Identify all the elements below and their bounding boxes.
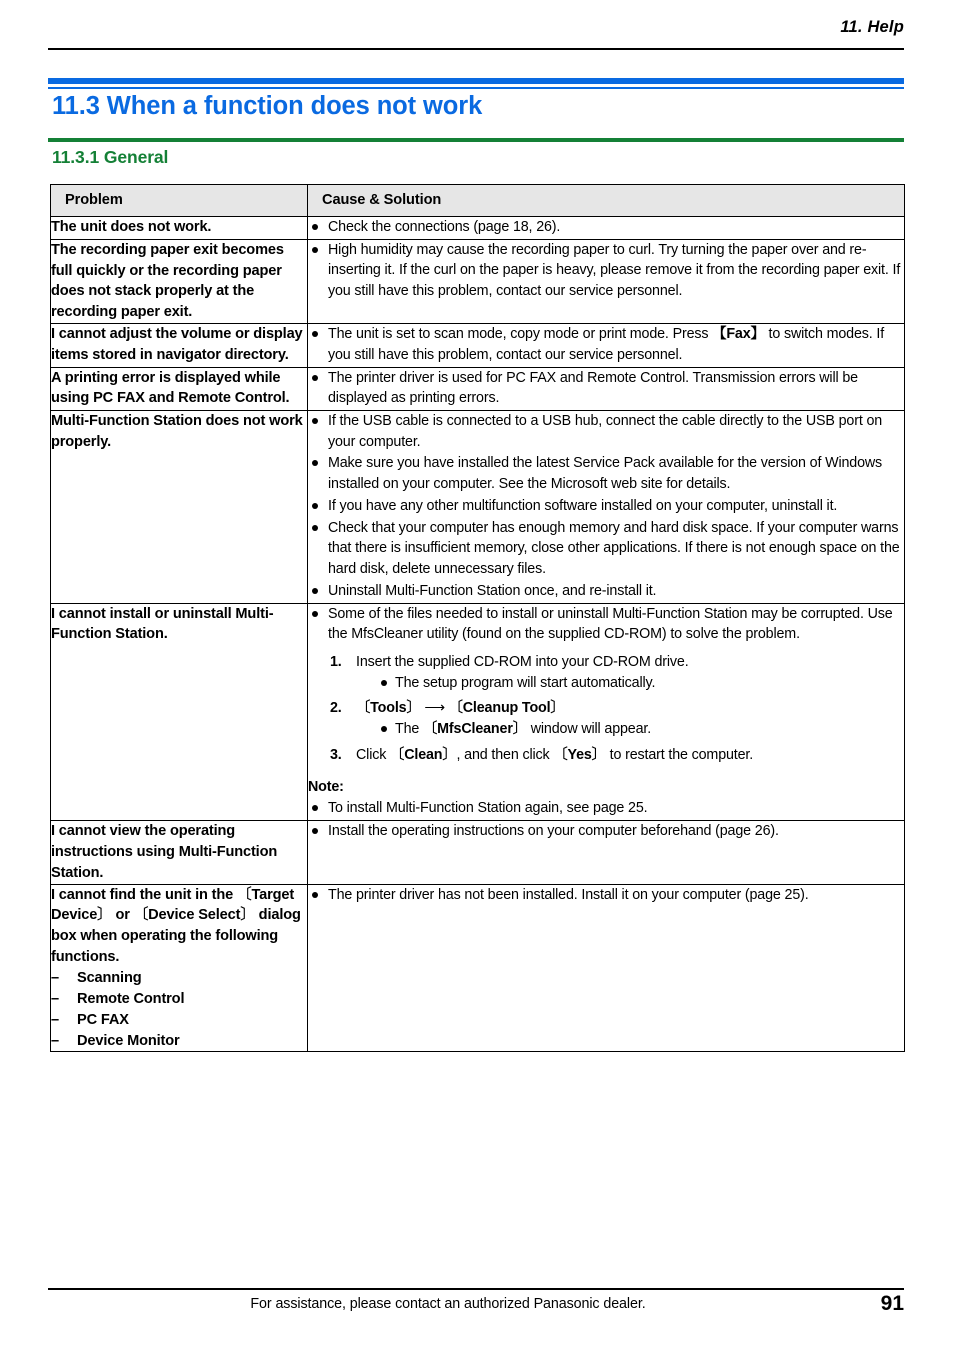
note-label: Note: [308, 778, 344, 795]
cause-bullet-list [308, 885, 904, 906]
button-label-clean: 〔Clean〕 [390, 746, 457, 763]
step-item [330, 745, 904, 766]
footer-assistance-text: For assistance, please contact an authorized Panasonic dealer. [250, 1296, 646, 1312]
function-list [51, 968, 307, 1051]
step-sub-list [356, 719, 904, 740]
cause-cell [308, 820, 905, 884]
page-title: 11.3 When a function does not work [52, 92, 483, 120]
table-row [51, 411, 905, 603]
problem-cell: I cannot install or uninstall Multi-Function Station. [51, 603, 308, 820]
step-item [330, 698, 904, 739]
cause-cell [308, 411, 905, 603]
text-part: to restart the computer. [605, 746, 754, 763]
problem-cell: I cannot adjust the volume or display items stored in navigator directory. [51, 324, 308, 367]
header-rule [48, 48, 904, 50]
step-number: 2. [330, 700, 342, 717]
list-item: High humidity may cause the recording paper to curl. Try turning the paper over and re-inserting it. If the curl on the paper is heavy, please remove it from the recording paper exit. If you still have this problem, contact our service personnel. [308, 240, 904, 302]
step-number: 3. [330, 746, 342, 763]
list-item: The printer driver is used for PC FAX and Remote Control. Transmission errors will be displayed as printing errors. [308, 368, 904, 409]
table-row [51, 884, 905, 1052]
menu-path-cleanup-tool: 〔Cleanup Tool〕 [448, 700, 565, 717]
problem-cell: A printing error is displayed while using PC FAX and Remote Control. [51, 367, 308, 410]
table-row [51, 603, 905, 820]
note-bullet-list [308, 798, 904, 819]
section-rule-thin [48, 87, 904, 89]
text-part: The [395, 721, 424, 738]
table-header-row [51, 185, 905, 217]
list-item: If the USB cable is connected to a USB hub, connect the cable directly to the USB port on your computer. [308, 411, 904, 452]
table-row [51, 324, 905, 367]
table-row [51, 820, 905, 884]
dialog-name-device-select: 〔Device Select〕 [133, 907, 255, 924]
cause-cell [308, 367, 905, 410]
column-header-cause: Cause & Solution [308, 185, 905, 217]
text-part: dialog box when operating the following functions. [51, 907, 301, 966]
list-item: If you have any other multifunction software installed on your computer, uninstall it. [308, 496, 904, 517]
problem-cell: Multi-Function Station does not work properly. [51, 411, 308, 603]
text-part: to switch modes. If you still have this problem, contact our service personnel. [328, 326, 885, 363]
menu-path-tools: 〔Tools〕 [356, 700, 421, 717]
troubleshooting-table [50, 184, 905, 1052]
list-item: – Remote Control [51, 989, 307, 1010]
subsection-title: 11.3.1 General [52, 147, 169, 167]
running-header-chapter: 11. Help [840, 18, 904, 36]
cause-bullet-list [308, 411, 904, 601]
step-sub-list [356, 673, 904, 694]
cause-bullet-list [308, 604, 904, 645]
problem-cell [51, 884, 308, 1052]
table-row [51, 239, 905, 323]
cause-bullet-list [308, 324, 904, 365]
step-number: 1. [330, 653, 342, 670]
cause-bullet-list [308, 240, 904, 302]
list-item: Check the connections (page 18, 26). [308, 217, 904, 238]
list-item: Uninstall Multi-Function Station once, and re-install it. [308, 581, 904, 602]
text-part: , and then click [456, 746, 554, 763]
cause-cell [308, 603, 905, 820]
text-part: The unit is set to scan mode, copy mode or print mode. Press [328, 326, 713, 343]
page-number: 91 [880, 1292, 904, 1315]
list-item: Install the operating instructions on your computer beforehand (page 26). [308, 821, 904, 842]
column-header-problem: Problem [51, 185, 308, 217]
list-item: To install Multi-Function Station again, see page 25. [308, 798, 904, 819]
list-item [378, 719, 904, 740]
table-row [51, 367, 905, 410]
list-item: Some of the files needed to install or uninstall Multi-Function Station may be corrupted. Use the MfsCleaner utility (found on the supplied CD-ROM) to solve the problem. [308, 604, 904, 645]
table-row [51, 217, 905, 240]
window-name-mfscleaner: 〔MfsCleaner〕 [423, 721, 527, 738]
arrow-icon: ⟶ [420, 700, 449, 717]
cause-bullet-list [308, 821, 904, 842]
list-item: The printer driver has not been installed. Install it on your computer (page 25). [308, 885, 904, 906]
list-item: – PC FAX [51, 1010, 307, 1031]
list-item: – Device Monitor [51, 1031, 307, 1052]
list-item: Check that your computer has enough memory and hard disk space. If your computer warns that there is insufficient memory, close other applications. If there is not enough space on the hard disk, delete unnecessary files. [308, 518, 904, 580]
problem-cell: The unit does not work. [51, 217, 308, 240]
cause-cell [308, 239, 905, 323]
cause-cell [308, 884, 905, 1052]
key-label-fax: 【Fax】 [712, 326, 765, 343]
problem-cell: I cannot view the operating instructions using Multi-Function Station. [51, 820, 308, 884]
dialog-name-target-device: 〔Target Device〕 [51, 886, 295, 924]
list-item: Make sure you have installed the latest Service Pack available for the version of Windows installed on your computer. See the Microsoft web site for details. [308, 453, 904, 494]
subsection-rule [48, 138, 904, 142]
section-rule-thick [48, 78, 904, 84]
cause-cell [308, 324, 905, 367]
list-item: – Scanning [51, 968, 307, 989]
text-part: Click [356, 746, 391, 763]
cause-bullet-list [308, 217, 904, 238]
text-part: or [111, 907, 134, 924]
cause-bullet-list [308, 368, 904, 409]
button-label-yes: 〔Yes〕 [553, 746, 606, 763]
cause-cell [308, 217, 905, 240]
footer-rule [48, 1288, 904, 1290]
procedure-steps [308, 652, 904, 766]
step-text: Insert the supplied CD-ROM into your CD-ROM drive. [356, 653, 689, 670]
list-item: The setup program will start automatically. [378, 673, 904, 694]
text-part: I cannot find the unit in the [51, 886, 238, 903]
text-part: window will appear. [526, 721, 652, 738]
problem-cell: The recording paper exit becomes full quickly or the recording paper does not stack properly at the recording paper exit. [51, 239, 308, 323]
step-item [330, 652, 904, 693]
list-item [308, 324, 904, 365]
